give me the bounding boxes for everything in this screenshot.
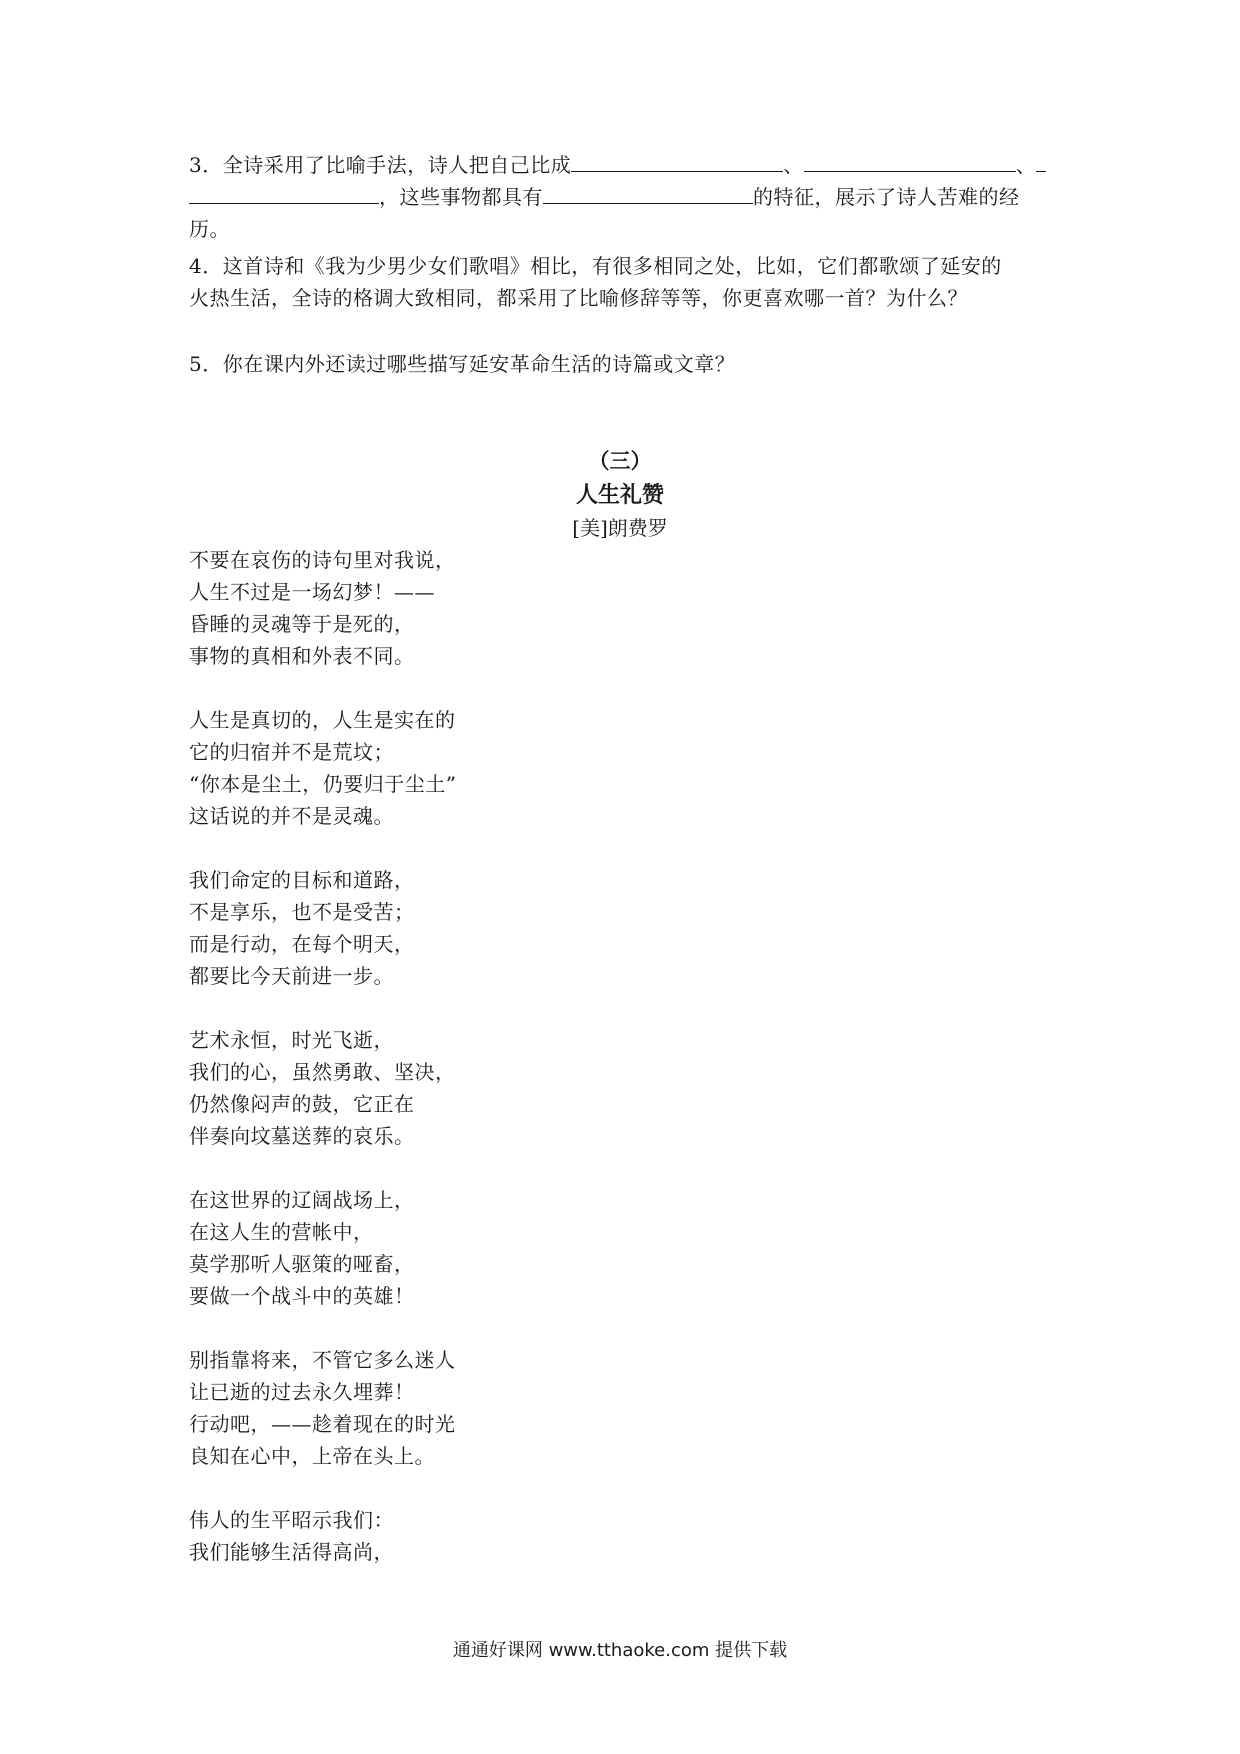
question-4 [189,250,1061,314]
footer-credit: 通通好课网 www.tthaoke.com 提供下载 [452,1640,788,1661]
question-4-line-2: 火热生活，全诗的格调大致相同，都采用了比喻修辞等等，你更喜欢哪一首？为什么？ [189,286,968,310]
stanza-5 [189,1184,889,1312]
poem-line: 而是行动，在每个明天， [189,932,415,956]
separator-2: 、 [1015,153,1037,177]
question-3-text-d: 历。 [189,217,230,241]
poem-line: 要做一个战斗中的英雄！ [189,1284,415,1308]
poem-line: 行动吧，——趁着现在的时光 [189,1412,456,1436]
poem-line: 它的归宿并不是荒坟； [189,740,394,764]
question-3-text-b: ，这些事物都具有 [379,185,543,209]
answer-blank-1[interactable] [571,151,783,172]
poem-line: 我们能够生活得高尚， [189,1540,394,1564]
poem-title: 人生礼赞 [575,483,664,508]
answer-blank-2[interactable] [804,151,1016,172]
poem-line: 良知在心中，上帝在头上。 [189,1444,435,1468]
poem-line: 让已逝的过去永久埋葬！ [189,1380,415,1404]
poem-line: 我们的心，虽然勇敢、坚决， [189,1060,456,1084]
poem-line: 这话说的并不是灵魂。 [189,804,394,828]
poem-body [189,544,889,1600]
poem-author: [美]朗费罗 [572,516,668,540]
poem-line: 伴奏向坟墓送葬的哀乐。 [189,1124,415,1148]
poem-line: 人生是真切的，人生是实在的 [189,708,456,732]
stanza-3 [189,864,889,992]
poem-line: 昏睡的灵魂等于是死的， [189,612,415,636]
question-3 [189,149,1061,245]
stanza-6 [189,1344,889,1472]
section-number: （三） [588,449,652,473]
poem-line: 艺术永恒，时光飞逝， [189,1028,394,1052]
question-4-line-1: 4．这首诗和《我为少男少女们歌唱》相比，有很多相同之处，比如，它们都歌颂了延安的 [189,254,1002,278]
poem-line: 不是享乐，也不是受苦； [189,900,415,924]
poem-line: 别指靠将来，不管它多么迷人 [189,1348,456,1372]
stanza-1 [189,544,889,672]
poem-line: 我们命定的目标和道路， [189,868,415,892]
poem-line: “你本是尘土，仍要归于尘土” [189,772,457,796]
poem-line: 人生不过是一场幻梦！—— [189,580,435,604]
answer-blank-4[interactable] [543,183,753,204]
poem-line: 不要在哀伤的诗句里对我说， [189,548,456,572]
stanza-4 [189,1024,889,1152]
stanza-2 [189,704,889,832]
poem-line: 莫学那听人驱策的哑畜， [189,1252,415,1276]
poem-line: 都要比今天前进一步。 [189,964,394,988]
question-3-text-c: 的特征，展示了诗人苦难的经 [753,185,1020,209]
separator-1: 、 [783,153,804,177]
question-3-text-a: 3．全诗采用了比喻手法，诗人把自己比成 [189,153,572,177]
answer-blank-3-start[interactable] [1036,151,1046,172]
poem-line: 在这世界的辽阔战场上， [189,1188,415,1212]
poem-line: 事物的真相和外表不同。 [189,644,415,668]
question-5 [189,348,1061,380]
poem-line: 仍然像闷声的鼓，它正在 [189,1092,415,1116]
poem-line: 伟人的生平昭示我们： [189,1508,394,1532]
stanza-7 [189,1504,889,1568]
poem-line: 在这人生的营帐中， [189,1220,374,1244]
answer-blank-3[interactable] [189,183,379,204]
question-5-text: 5．你在课内外还读过哪些描写延安革命生活的诗篇或文章？ [189,352,736,376]
